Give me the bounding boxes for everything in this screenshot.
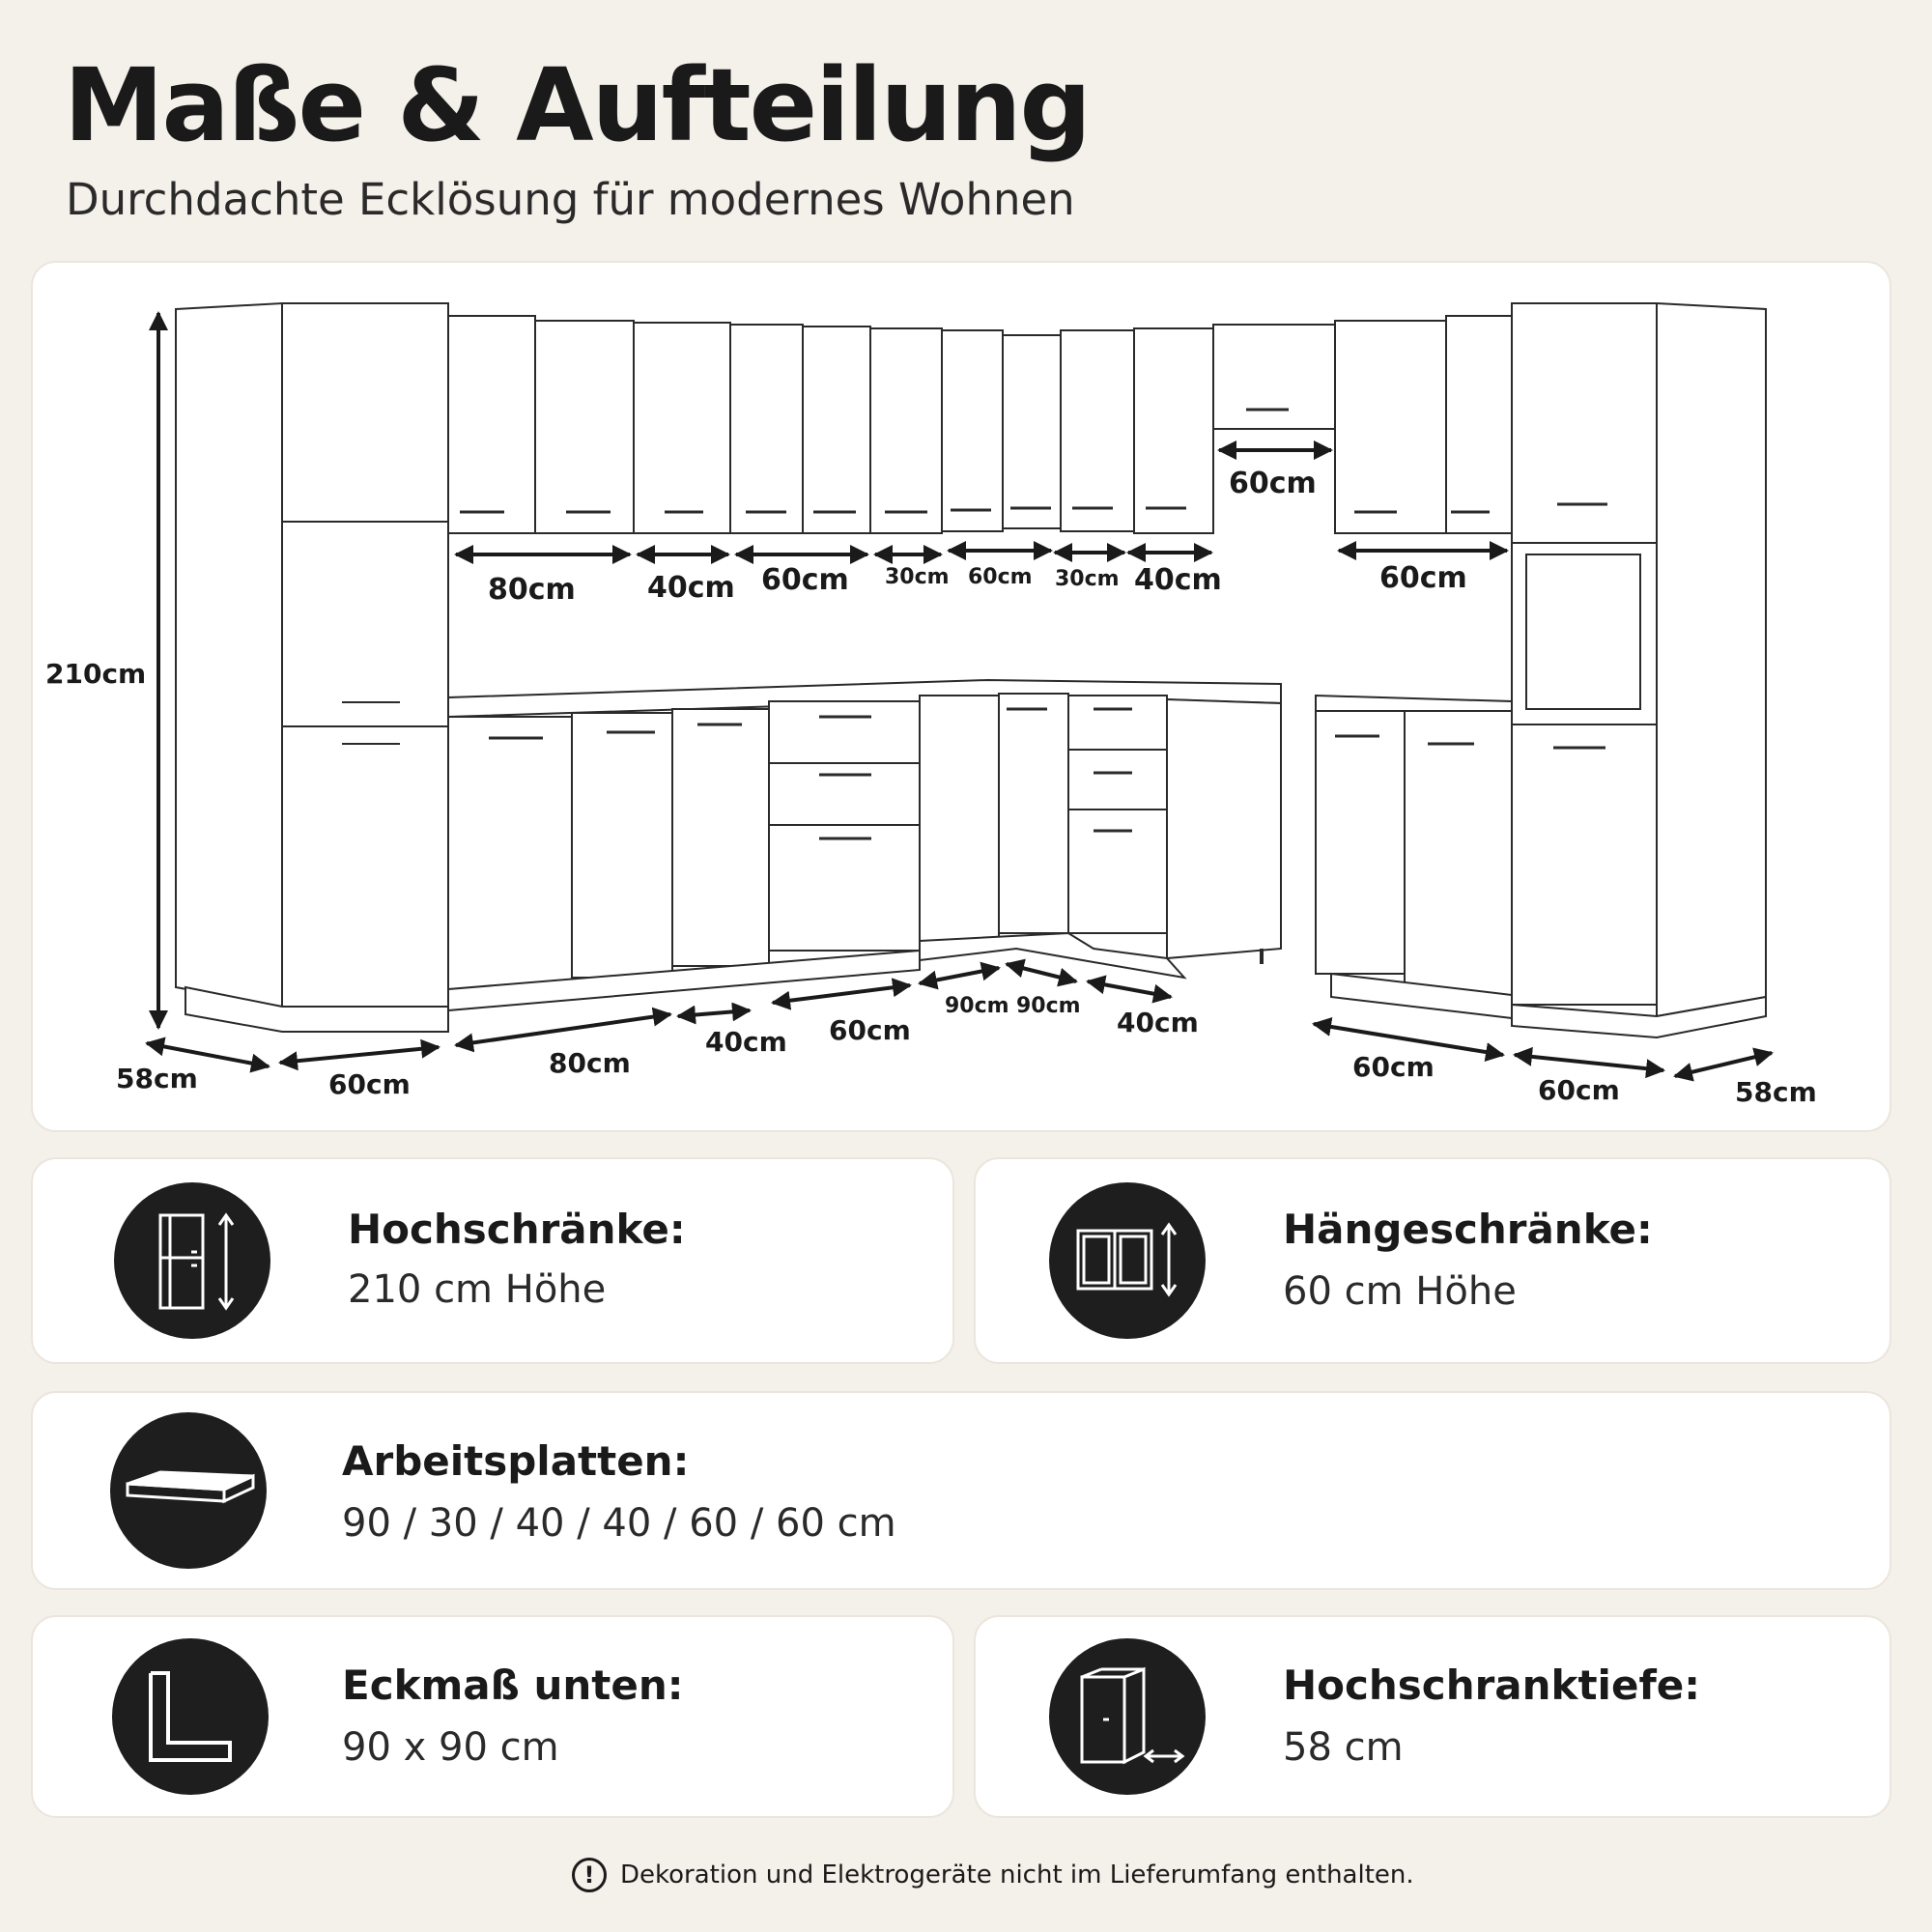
dim-wall-label: 80cm xyxy=(488,573,576,607)
kitchen-diagram-panel xyxy=(31,261,1891,1132)
dim-wall-label: 40cm xyxy=(1134,563,1222,597)
spec-value: 210 cm Höhe xyxy=(348,1267,607,1312)
dim-base-label: 90cm xyxy=(1016,994,1081,1018)
dim-base-label: 60cm xyxy=(1352,1051,1435,1083)
dim-wall-label: 60cm xyxy=(761,563,849,597)
dim-wall-label: 40cm xyxy=(647,571,735,605)
spec-label: Hängeschränke: xyxy=(1283,1206,1653,1253)
dim-height-label: 210cm xyxy=(45,658,147,690)
right-base-cabinets xyxy=(1316,696,1512,1018)
dim-base-label: 90cm xyxy=(945,994,1009,1018)
right-tall-cabinet xyxy=(1512,303,1766,1037)
spec-card-tall-depth xyxy=(974,1615,1891,1818)
page-subtitle: Durchdachte Ecklösung für modernes Wohnen xyxy=(66,174,1075,225)
left-tall-cabinet xyxy=(176,303,448,1032)
info-icon: ! xyxy=(572,1858,607,1892)
spec-value: 58 cm xyxy=(1283,1725,1404,1770)
spec-card-tall-cabinets xyxy=(31,1157,954,1364)
spec-value: 90 / 30 / 40 / 40 / 60 / 60 cm xyxy=(342,1501,896,1546)
dim-depth-right-label: 58cm xyxy=(1735,1076,1817,1108)
lower-base-cabinets xyxy=(448,694,1281,1010)
dim-wall-label: 30cm xyxy=(1055,567,1120,591)
dim-hood-label: 60cm xyxy=(1229,467,1317,500)
spec-value: 60 cm Höhe xyxy=(1283,1269,1517,1314)
spec-value: 90 x 90 cm xyxy=(342,1725,559,1770)
spec-card-countertops xyxy=(31,1391,1891,1590)
dim-base-label: 60cm xyxy=(328,1068,411,1100)
footnote xyxy=(572,1851,1414,1899)
spec-label: Hochschränke: xyxy=(348,1206,686,1253)
page-title: Maße & Aufteilung xyxy=(64,46,1090,164)
tall-cabinet-depth-icon xyxy=(1049,1638,1206,1795)
dim-base-label: 40cm xyxy=(705,1026,787,1058)
footnote-text: Dekoration und Elektrogeräte nicht im Lieferumfang enthalten. xyxy=(620,1861,1414,1889)
dim-base-label: 60cm xyxy=(1538,1074,1620,1106)
dim-wall-label: 60cm xyxy=(968,565,1033,589)
spec-card-corner-size xyxy=(31,1615,954,1818)
spec-label: Hochschranktiefe: xyxy=(1283,1662,1700,1709)
tall-cabinet-height-icon xyxy=(114,1182,270,1339)
dim-base-label: 80cm xyxy=(549,1047,631,1079)
dim-wall-label: 60cm xyxy=(1379,561,1467,595)
dim-depth-left-label: 58cm xyxy=(116,1063,198,1094)
kitchen-line-drawing xyxy=(33,263,1889,1130)
spec-card-wall-cabinets xyxy=(974,1157,1891,1364)
spec-label: Eckmaß unten: xyxy=(342,1662,684,1709)
wall-cabinet-height-icon xyxy=(1049,1182,1206,1339)
dim-base-label: 60cm xyxy=(829,1014,911,1046)
corner-l-shape-icon xyxy=(112,1638,269,1795)
upper-wall-cabinets xyxy=(448,316,1512,533)
dim-base-label: 40cm xyxy=(1117,1007,1199,1038)
dim-wall-label: 30cm xyxy=(885,565,950,589)
spec-label: Arbeitsplatten: xyxy=(342,1437,690,1485)
countertop-icon xyxy=(110,1412,267,1569)
